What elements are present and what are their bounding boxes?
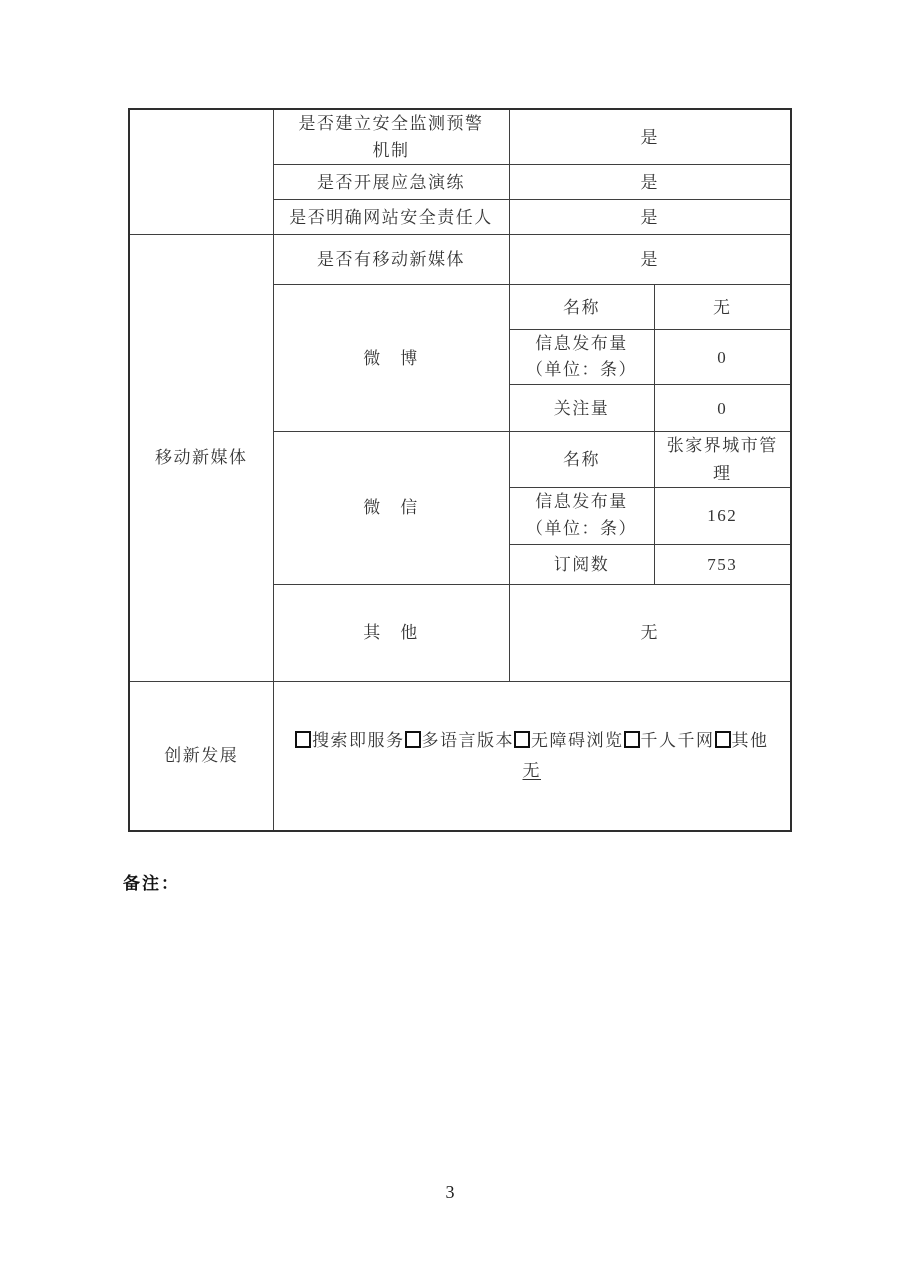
innovation-other-value: 无	[522, 761, 541, 780]
report-table	[128, 108, 792, 832]
option-personalization: 千人千网	[640, 731, 715, 750]
other-media-value: 无	[509, 584, 791, 681]
group-wechat: 微 信	[273, 432, 509, 584]
checkbox-multilingual-icon	[405, 731, 421, 748]
group-other-media: 其 他	[273, 584, 509, 681]
security-q1-label: 是否建立安全监测预警机制	[298, 114, 484, 161]
option-accessibility: 无障碍浏览	[531, 731, 624, 750]
checkbox-accessibility-icon	[514, 731, 530, 748]
wechat-volume-label-cell	[509, 487, 654, 544]
wechat-subscribe-label: 订阅数	[509, 544, 654, 584]
weibo-name-label: 名称	[509, 285, 654, 330]
option-search-service: 搜索即服务	[312, 731, 405, 750]
weibo-volume-value: 0	[654, 330, 791, 385]
weibo-followers-value: 0	[654, 385, 791, 432]
security-q3-label: 是否明确网站安全责任人	[273, 200, 509, 235]
wechat-name-label: 名称	[509, 432, 654, 487]
notes-label: 备注：	[123, 874, 180, 893]
wechat-volume-label-line2: （单位：条）	[526, 518, 637, 538]
weibo-followers-label: 关注量	[509, 385, 654, 432]
security-q3-value: 是	[509, 200, 791, 235]
checkbox-other-icon	[715, 731, 731, 748]
wechat-subscribe-value: 753	[654, 544, 791, 584]
has-mobile-value: 是	[509, 235, 791, 285]
wechat-name-value-cell	[654, 432, 791, 487]
option-other: 其他	[731, 731, 769, 750]
weibo-volume-label-cell	[509, 330, 654, 385]
group-weibo: 微 博	[273, 285, 509, 432]
checkbox-personalization-icon	[624, 731, 640, 748]
cell-category-blank	[129, 109, 273, 235]
category-mobile-media: 移动新媒体	[129, 235, 273, 681]
has-mobile-label: 是否有移动新媒体	[273, 235, 509, 285]
option-multilingual: 多语言版本	[421, 731, 514, 750]
innovation-content-cell	[273, 681, 791, 831]
wechat-name-value: 张家界城市管理	[666, 436, 778, 483]
weibo-volume-label-line1: 信息发布量	[535, 334, 628, 354]
security-q2-value: 是	[509, 165, 791, 200]
page-number: 3	[445, 1182, 455, 1202]
wechat-volume-label-line1: 信息发布量	[535, 492, 628, 512]
checkbox-search-service-icon	[295, 731, 311, 748]
security-q2-label: 是否开展应急演练	[273, 165, 509, 200]
category-innovation: 创新发展	[129, 681, 273, 831]
weibo-name-value: 无	[654, 285, 791, 330]
security-q1-label-cell	[273, 109, 509, 165]
innovation-other-line	[274, 756, 791, 786]
weibo-volume-label-line2: （单位：条）	[526, 360, 637, 380]
security-q1-value: 是	[509, 109, 791, 165]
innovation-options-line	[274, 726, 791, 756]
wechat-volume-value: 162	[654, 487, 791, 544]
